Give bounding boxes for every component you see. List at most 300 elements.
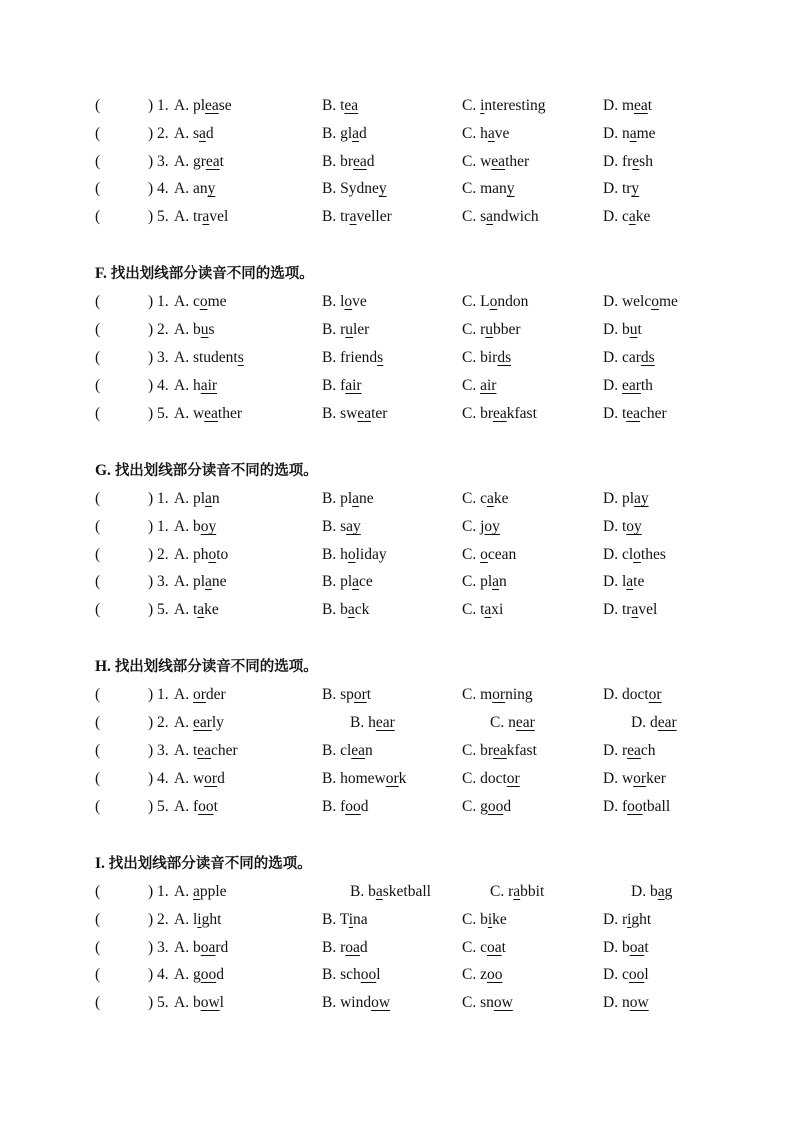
answer-bracket-open: ( xyxy=(95,208,101,225)
option-text: A. pl xyxy=(174,573,205,590)
option-text: C. bir xyxy=(462,349,498,366)
option-text: bber xyxy=(493,321,521,338)
question-number: ) 1. xyxy=(148,490,169,507)
option-d xyxy=(603,177,639,201)
option-text: kfast xyxy=(506,742,537,759)
option-text: ne xyxy=(211,573,227,590)
question-row xyxy=(0,963,800,987)
answer-bracket-open: ( xyxy=(95,911,101,928)
option-text: g xyxy=(664,883,673,900)
option-a xyxy=(174,598,219,622)
option-text: t xyxy=(637,321,642,338)
option-text: der xyxy=(205,686,226,703)
option-text: ler xyxy=(353,321,370,338)
option-text: tball xyxy=(642,798,671,815)
option-text: ck xyxy=(354,601,370,618)
underlined-letters: a xyxy=(486,490,494,507)
underlined-letters: ow xyxy=(371,994,391,1011)
underlined-letters: ea xyxy=(351,742,366,759)
underlined-letters: o xyxy=(480,546,488,563)
underlined-letters: or xyxy=(353,686,367,703)
option-text: D. l xyxy=(603,573,627,590)
option-text: ter xyxy=(371,405,388,422)
underlined-letters: ea xyxy=(493,405,507,422)
option-text: B. l xyxy=(322,293,345,310)
option-text: B. pl xyxy=(322,490,353,507)
option-text: C. sn xyxy=(462,994,494,1011)
underlined-letters: a xyxy=(205,490,212,507)
question-row xyxy=(0,880,800,904)
underlined-letters: a xyxy=(628,208,636,225)
underlined-letters: ea xyxy=(204,405,218,422)
option-a xyxy=(174,122,214,146)
option-text: ke xyxy=(493,490,509,507)
option-a xyxy=(174,908,221,932)
option-b xyxy=(322,683,371,707)
option-a xyxy=(174,543,228,567)
option-text: D. d xyxy=(631,714,658,731)
option-d xyxy=(603,991,649,1015)
option-text: n xyxy=(211,490,220,507)
question-number: ) 4. xyxy=(148,770,169,787)
question-number: ) 3. xyxy=(148,573,169,590)
option-b xyxy=(322,290,367,314)
option-text: C. m xyxy=(462,686,493,703)
option-b xyxy=(322,767,406,791)
option-text: C. w xyxy=(462,153,492,170)
option-text: D. r xyxy=(603,742,628,759)
option-text: C. xyxy=(462,97,481,114)
option-text: rd xyxy=(215,939,229,956)
option-text: D. xyxy=(603,377,622,394)
underlined-letters: a xyxy=(352,125,360,142)
option-b xyxy=(322,177,387,201)
option-c xyxy=(462,795,511,819)
option-text: C. r xyxy=(490,883,514,900)
underlined-letters: oo xyxy=(487,798,504,815)
underlined-letters: u xyxy=(200,321,209,338)
option-a xyxy=(174,177,215,201)
option-text: A. f xyxy=(174,798,199,815)
option-text: D. f xyxy=(603,798,628,815)
option-text: t xyxy=(366,686,372,703)
option-d xyxy=(603,570,644,594)
underlined-letters: a xyxy=(375,883,383,900)
option-text: D. r xyxy=(603,911,628,928)
option-b xyxy=(350,880,431,904)
option-text: C. doct xyxy=(462,770,507,787)
option-c xyxy=(490,711,535,735)
option-text: B. tr xyxy=(322,208,350,225)
underlined-letters: or xyxy=(385,770,399,787)
option-b xyxy=(322,122,367,146)
option-text: C. c xyxy=(462,939,487,956)
underlined-letters: a xyxy=(484,601,492,618)
underlined-letters: or xyxy=(492,686,506,703)
question-number: ) 1. xyxy=(148,97,169,114)
option-text: A. xyxy=(174,883,193,900)
option-text: C. xyxy=(462,546,481,563)
underlined-letters: oo xyxy=(360,966,377,983)
option-b xyxy=(322,991,390,1015)
underlined-letters: ear xyxy=(375,714,395,731)
option-a xyxy=(174,290,227,314)
option-text: C. n xyxy=(490,714,516,731)
underlined-letters: ea xyxy=(627,742,641,759)
underlined-letters: or xyxy=(192,686,206,703)
answer-bracket-open: ( xyxy=(95,714,101,731)
question-number: ) 4. xyxy=(148,966,169,983)
option-d xyxy=(631,880,672,904)
option-text: B. r xyxy=(322,321,346,338)
option-text: B. s xyxy=(322,518,347,535)
underlined-letters: o xyxy=(208,546,217,563)
underlined-letters: ow xyxy=(200,994,220,1011)
answer-bracket-open: ( xyxy=(95,349,101,366)
option-text: sketball xyxy=(382,883,431,900)
option-b xyxy=(322,739,373,763)
underlined-letters: or xyxy=(633,770,647,787)
answer-bracket-open: ( xyxy=(95,742,101,759)
option-text: C. g xyxy=(462,798,488,815)
section-instruction: 找出划线部分读音不同的选项。 xyxy=(114,659,318,675)
question-row xyxy=(0,150,800,174)
option-text: A. b xyxy=(174,994,201,1011)
option-text: t xyxy=(644,939,649,956)
section-instruction: 找出划线部分读音不同的选项。 xyxy=(110,266,314,282)
option-c xyxy=(462,346,511,370)
underlined-letters: oy xyxy=(484,518,500,535)
option-a xyxy=(174,487,220,511)
underlined-letters: a xyxy=(486,208,494,225)
option-text: B. f xyxy=(322,377,346,394)
question-row xyxy=(0,908,800,932)
underlined-letters: a xyxy=(352,573,360,590)
option-c xyxy=(462,94,546,118)
option-text: B. wind xyxy=(322,994,372,1011)
option-text: C. pl xyxy=(462,573,493,590)
underlined-letters: u xyxy=(345,321,353,338)
option-text: ght xyxy=(631,911,652,928)
option-text: A. h xyxy=(174,377,201,394)
option-text: t xyxy=(501,939,506,956)
option-b xyxy=(322,346,383,370)
option-text: D. c xyxy=(603,966,629,983)
option-text: A. l xyxy=(174,911,198,928)
question-row xyxy=(0,122,800,146)
option-c xyxy=(462,122,509,146)
option-text: to xyxy=(216,546,229,563)
question-row xyxy=(0,598,800,622)
question-number: ) 1. xyxy=(148,293,169,310)
option-b xyxy=(322,543,387,567)
question-number: ) 1. xyxy=(148,686,169,703)
underlined-letters: s xyxy=(377,349,384,366)
option-d xyxy=(603,205,650,229)
option-text: C. man xyxy=(462,180,507,197)
section-title xyxy=(95,852,745,876)
option-d xyxy=(603,963,649,987)
option-b xyxy=(322,908,368,932)
option-text: B. friend xyxy=(322,349,378,366)
underlined-letters: a xyxy=(197,601,205,618)
option-text: l xyxy=(219,994,224,1011)
option-text: n xyxy=(365,742,373,759)
section-label: H. xyxy=(95,658,115,675)
underlined-letters: or xyxy=(204,770,218,787)
question-number: ) 3. xyxy=(148,153,169,170)
option-text: ght xyxy=(201,911,222,928)
underlined-letters: ear xyxy=(192,714,212,731)
option-text: D. b xyxy=(631,883,658,900)
option-text: A. gr xyxy=(174,153,206,170)
question-row xyxy=(0,487,800,511)
option-text: thes xyxy=(640,546,666,563)
option-d xyxy=(603,739,656,763)
option-text: ne xyxy=(359,490,374,507)
option-text: D. car xyxy=(603,349,641,366)
option-text: l xyxy=(644,966,649,983)
underlined-letters: o xyxy=(199,293,208,310)
underlined-letters: i xyxy=(197,911,202,928)
option-text: B. sch xyxy=(322,966,361,983)
option-text: ther xyxy=(217,405,243,422)
option-text: D. welc xyxy=(603,293,652,310)
section-instruction: 找出划线部分读音不同的选项。 xyxy=(108,856,312,872)
option-text: B. h xyxy=(350,714,376,731)
option-text: A. an xyxy=(174,180,208,197)
option-d xyxy=(603,683,662,707)
option-a xyxy=(174,963,224,987)
option-text: pple xyxy=(199,883,227,900)
option-text: ther xyxy=(505,153,530,170)
option-text: veller xyxy=(356,208,392,225)
option-text: d xyxy=(359,125,367,142)
option-text: C. h xyxy=(462,125,488,142)
underlined-letters: ay xyxy=(346,518,361,535)
underlined-letters: i xyxy=(480,97,485,114)
option-text: ve xyxy=(352,293,367,310)
question-row xyxy=(0,290,800,314)
underlined-letters: ea xyxy=(205,153,220,170)
option-text: A. xyxy=(174,714,193,731)
underlined-letters: o xyxy=(489,293,498,310)
option-d xyxy=(603,374,653,398)
answer-bracket-open: ( xyxy=(95,546,101,563)
underlined-letters: i xyxy=(627,911,632,928)
option-text: ch xyxy=(640,742,656,759)
underlined-letters: oo xyxy=(628,966,645,983)
option-text: A. ph xyxy=(174,546,209,563)
underlined-letters: a xyxy=(657,883,665,900)
option-text: D. w xyxy=(603,770,634,787)
option-text: C. L xyxy=(462,293,490,310)
option-text: th xyxy=(640,377,653,394)
option-text: d xyxy=(503,798,512,815)
question-number: ) 2. xyxy=(148,125,169,142)
underlined-letters: y xyxy=(378,180,387,197)
option-d xyxy=(603,94,652,118)
option-a xyxy=(174,402,242,426)
option-text: D. tr xyxy=(603,180,632,197)
option-text: vel xyxy=(209,208,229,225)
option-text: ve xyxy=(494,125,510,142)
underlined-letters: a xyxy=(192,883,200,900)
answer-bracket-open: ( xyxy=(95,770,101,787)
option-text: B. sw xyxy=(322,405,358,422)
option-d xyxy=(603,150,653,174)
underlined-letters: ea xyxy=(344,97,359,114)
option-text: k xyxy=(398,770,407,787)
option-a xyxy=(174,205,228,229)
option-text: d xyxy=(359,939,368,956)
option-text: ke xyxy=(492,911,507,928)
option-c xyxy=(462,402,537,426)
option-text: D. tr xyxy=(603,601,632,618)
underlined-letters: a xyxy=(513,883,521,900)
option-d xyxy=(603,795,670,819)
option-d xyxy=(603,487,649,511)
option-text: ce xyxy=(359,573,373,590)
section-label: F. xyxy=(95,265,111,282)
underlined-letters: or xyxy=(648,686,662,703)
option-text: C. br xyxy=(462,405,493,422)
option-text: s xyxy=(208,321,215,338)
underlined-letters: a xyxy=(626,573,634,590)
underlined-letters: ea xyxy=(357,405,372,422)
underlined-letters: u xyxy=(629,321,638,338)
option-text: liday xyxy=(355,546,387,563)
option-text: me xyxy=(658,293,678,310)
option-text: l xyxy=(376,966,381,983)
option-text: A. s xyxy=(174,125,199,142)
option-b xyxy=(350,711,395,735)
option-d xyxy=(603,598,657,622)
option-text: C. xyxy=(462,377,481,394)
option-text: C. t xyxy=(462,601,485,618)
underlined-letters: y xyxy=(506,180,515,197)
option-text: t xyxy=(219,153,224,170)
underlined-letters: ea xyxy=(626,405,641,422)
option-text: A. xyxy=(174,686,193,703)
option-text: d xyxy=(205,125,214,142)
option-a xyxy=(174,739,238,763)
question-row xyxy=(0,346,800,370)
underlined-letters: a xyxy=(629,125,637,142)
option-c xyxy=(462,963,502,987)
option-text: D. n xyxy=(603,125,630,142)
underlined-letters: a xyxy=(631,601,639,618)
section-title xyxy=(95,655,745,679)
underlined-letters: a xyxy=(487,125,495,142)
question-number: ) 5. xyxy=(148,208,169,225)
option-text: ke xyxy=(204,601,219,618)
question-row xyxy=(0,205,800,229)
underlined-letters: oa xyxy=(486,939,502,956)
underlined-letters: ea xyxy=(353,153,367,170)
option-c xyxy=(462,598,503,622)
option-a xyxy=(174,150,224,174)
section-label: G. xyxy=(95,462,115,479)
question-number: ) 1. xyxy=(148,883,169,900)
option-b xyxy=(322,515,361,539)
option-text: B. T xyxy=(322,911,349,928)
answer-bracket-open: ( xyxy=(95,798,101,815)
option-text: B. b xyxy=(350,883,376,900)
option-text: A. b xyxy=(174,321,201,338)
question-row xyxy=(0,739,800,763)
option-text: B. b xyxy=(322,601,348,618)
option-text: kfast xyxy=(506,405,537,422)
option-c xyxy=(462,150,529,174)
option-d xyxy=(631,711,677,735)
option-text: B. t xyxy=(322,97,345,114)
option-a xyxy=(174,570,227,594)
option-c xyxy=(462,767,520,791)
option-a xyxy=(174,880,227,904)
option-b xyxy=(322,598,369,622)
option-text: B. sp xyxy=(322,686,354,703)
underlined-letters: ear xyxy=(621,377,641,394)
question-number: ) 3. xyxy=(148,742,169,759)
question-number: ) 5. xyxy=(148,405,169,422)
answer-bracket-open: ( xyxy=(95,125,101,142)
underlined-letters: o xyxy=(633,546,641,563)
option-text: ke xyxy=(635,208,651,225)
option-text: A. w xyxy=(174,770,205,787)
underlined-letters: oa xyxy=(345,939,360,956)
option-text: ly xyxy=(211,714,224,731)
option-text: ndwich xyxy=(493,208,539,225)
section-label: I. xyxy=(95,855,109,872)
question-row xyxy=(0,991,800,1015)
option-c xyxy=(490,880,544,904)
option-d xyxy=(603,543,666,567)
question-row xyxy=(0,402,800,426)
option-c xyxy=(462,318,521,342)
option-text: vel xyxy=(638,601,658,618)
underlined-letters: a xyxy=(492,573,500,590)
underlined-letters: s xyxy=(237,349,244,366)
option-a xyxy=(174,374,217,398)
option-b xyxy=(322,318,369,342)
question-number: ) 3. xyxy=(148,349,169,366)
option-b xyxy=(322,402,387,426)
question-row xyxy=(0,318,800,342)
underlined-letters: y xyxy=(207,180,216,197)
answer-bracket-open: ( xyxy=(95,490,101,507)
underlined-letters: air xyxy=(480,377,497,394)
option-text: t xyxy=(213,798,218,815)
option-c xyxy=(462,487,509,511)
option-text: A. g xyxy=(174,966,201,983)
option-a xyxy=(174,515,216,539)
option-d xyxy=(603,936,649,960)
underlined-letters: ea xyxy=(197,742,212,759)
question-number: ) 4. xyxy=(148,180,169,197)
option-c xyxy=(462,570,507,594)
question-number: ) 5. xyxy=(148,601,169,618)
option-text: A. b xyxy=(174,939,201,956)
underlined-letters: ear xyxy=(657,714,677,731)
option-text: ndon xyxy=(497,293,529,310)
option-text: A. student xyxy=(174,349,238,366)
option-text: A. t xyxy=(174,742,198,759)
question-row xyxy=(0,177,800,201)
option-text: D. doct xyxy=(603,686,649,703)
option-text: D. cl xyxy=(603,546,634,563)
answer-bracket-open: ( xyxy=(95,939,101,956)
